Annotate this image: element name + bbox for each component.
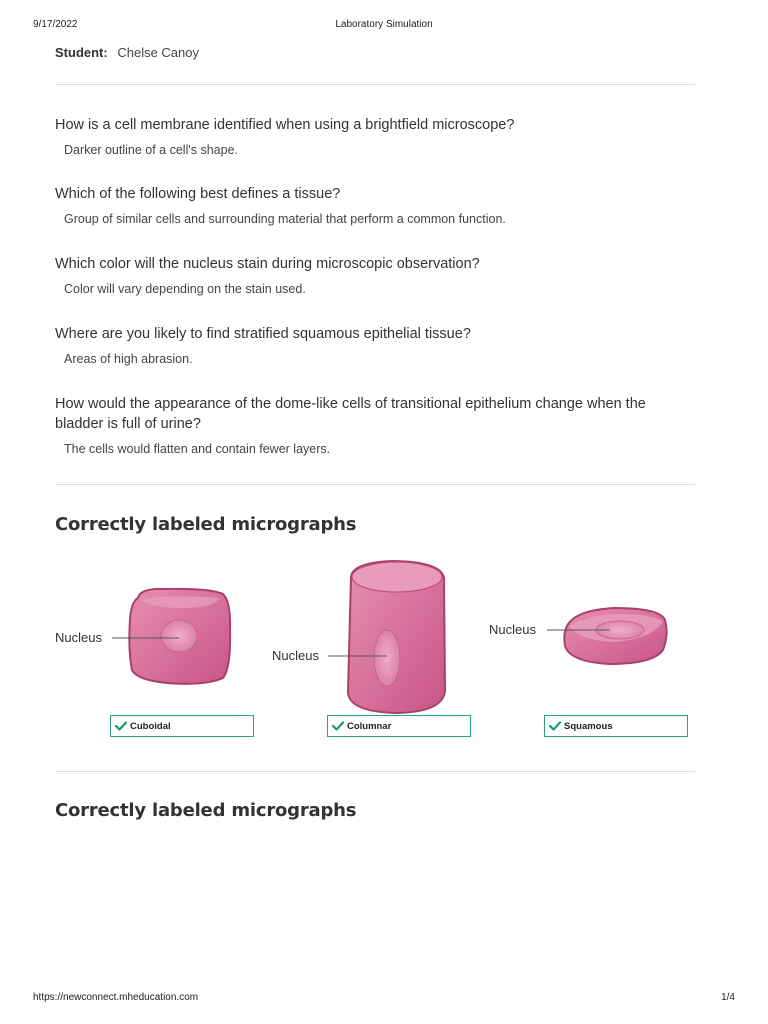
print-footer: [33, 992, 735, 1006]
check-icon: [115, 721, 127, 731]
question-text: Which of the following best defines a tissue?: [55, 186, 341, 202]
cuboidal-cell: [112, 589, 230, 684]
answer-text: Areas of high abrasion.: [64, 352, 193, 366]
columnar-cell: [328, 561, 445, 713]
section-title: Correctly labeled micrographs: [55, 800, 357, 821]
question-block: [55, 324, 695, 366]
question-block: [55, 254, 695, 296]
answer-text: Group of similar cells and surrounding material that perform a common function.: [64, 212, 506, 226]
question-block: [55, 394, 695, 456]
squamous-cell: [547, 608, 667, 664]
print-date: 9/17/2022: [33, 19, 78, 30]
divider: [55, 84, 695, 85]
answer-text: The cells would flatten and contain fewer layers.: [64, 442, 331, 456]
check-icon: [332, 721, 344, 731]
section-title: Correctly labeled micrographs: [55, 514, 357, 535]
student-label: Student:: [55, 45, 108, 60]
question-text: How is a cell membrane identified when using a brightfield microscope?: [55, 117, 515, 133]
nucleus-label: Nucleus: [272, 648, 319, 663]
nucleus-label: Nucleus: [489, 622, 536, 637]
footer-url[interactable]: https://newconnect.mheducation.com: [33, 992, 199, 1003]
student-line: [55, 45, 199, 60]
answer-text: Darker outline of a cell's shape.: [64, 143, 239, 157]
check-icon: [549, 721, 561, 731]
nucleus-label: Nucleus: [55, 630, 102, 645]
answer-text: Color will vary depending on the stain used.: [64, 282, 306, 296]
student-name: Chelse Canoy: [117, 45, 199, 60]
answer-label: Columnar: [347, 720, 392, 732]
micrograph-diagram: [55, 550, 695, 750]
question-text: Which color will the nucleus stain during microscopic observation?: [55, 256, 480, 272]
print-title: Laboratory Simulation: [335, 19, 433, 30]
question-block: [55, 184, 695, 226]
divider: [55, 484, 695, 485]
divider: [55, 771, 695, 772]
question-block: [55, 115, 695, 157]
question-text: Where are you likely to find stratified squamous epithelial tissue?: [55, 326, 471, 342]
question-text: How would the appearance of the dome-like cells of transitional epithelium change when the bladder is full of urine?: [55, 396, 646, 432]
answer-box-columnar[interactable]: [327, 715, 471, 737]
page-number: 1/4: [721, 992, 735, 1003]
answer-box-cuboidal[interactable]: [110, 715, 254, 737]
print-header: [33, 19, 735, 33]
answer-box-squamous[interactable]: [544, 715, 688, 737]
answer-label: Cuboidal: [130, 720, 171, 732]
answer-label: Squamous: [564, 720, 613, 732]
